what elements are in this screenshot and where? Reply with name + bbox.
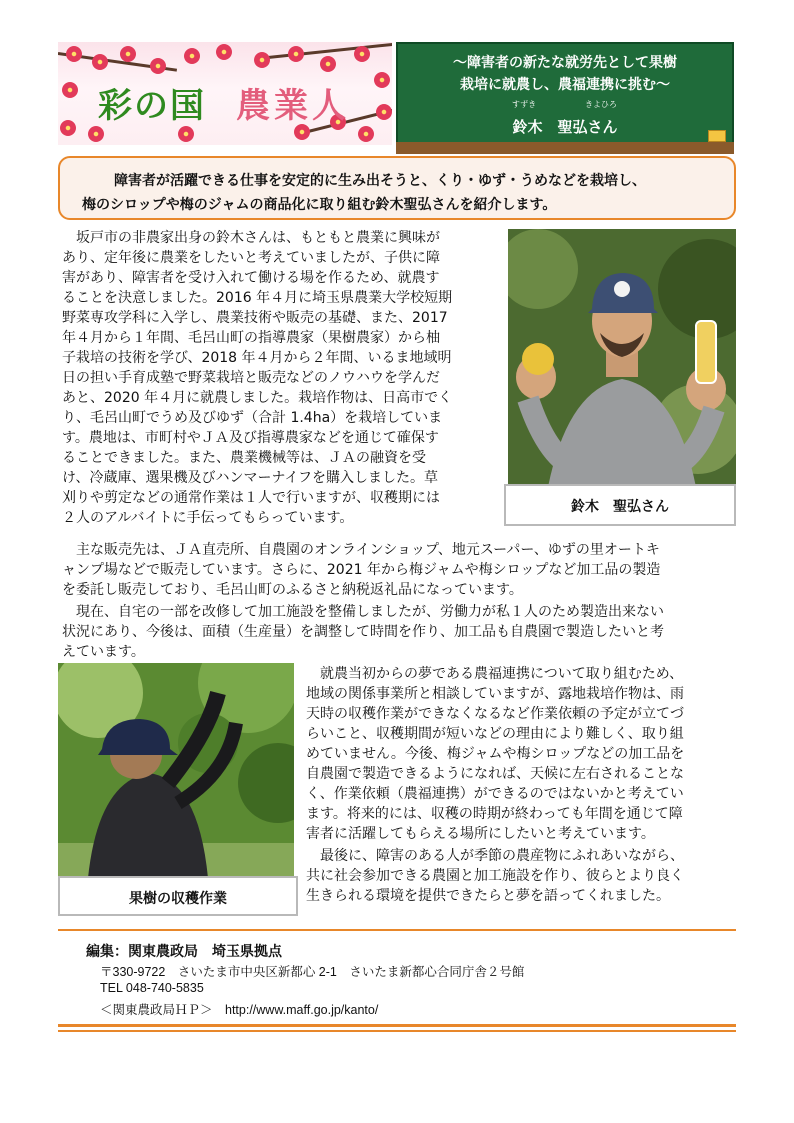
harvest-caption: 果樹の収穫作業 [129,891,227,907]
paragraph-line: ます。将来的には、収穫の時期が終わっても年間を通じて障 [306,806,683,822]
plum-blossom-icon [288,46,304,62]
paragraph-line: らいこと、収穫期間が短いなどの理由により難しく、取り組 [306,726,684,742]
intro-line-1: 障害者が活躍できる仕事を安定的に生み出そうと、くり・ゆず・うめなどを栽培し、 [114,173,646,189]
paragraph-line: えています。 [62,644,145,660]
plum-blossom-icon [92,54,108,70]
portrait-caption-box [504,484,736,526]
featured-farmer-name: 鈴木 聖弘さん [512,118,618,136]
paragraph-line: 野菜専攻学科に入学し、農業技術や販売の基礎、また、2017 [62,310,448,326]
paragraph-line: 害があり、障害者を受け入れて働ける場を作るため、就農す [62,270,440,286]
paragraph-line: 害者に活躍してもらえる場所にしたいと考えています。 [306,826,655,842]
harvest-caption-box [58,876,298,916]
paragraph-line: 地域の関係事業所と相談していますが、露地栽培作物は、雨 [306,686,684,702]
harvest-work-photo [58,663,294,878]
plum-blossom-icon [376,104,392,120]
footer-editor: 編集：関東農政局 埼玉県拠点 [86,944,282,960]
plum-blossom-icon [60,120,76,136]
plum-blossom-icon [120,46,136,62]
series-title-accent: 農業人 [236,86,350,126]
paragraph-line: 自農園で製造できるようになれば、天候に左右されることな [306,766,684,782]
headline-line-2: 栽培に就農し、農福連携に挑む～ [460,77,670,93]
plum-blossom-icon [184,48,200,64]
paragraph-line: ャンプ場などで販売しています。さらに、2021 年から梅ジャムや梅シロップなど加工品の製造 [62,562,661,578]
plum-blossom-icon [358,126,374,142]
paragraph-line: 最後に、障害のある人が季節の農産物にふれあいながら、 [306,848,684,864]
portrait-caption: 鈴木 聖弘さん [571,499,669,515]
footer-rule-bottom-2 [58,1030,736,1032]
paragraph-line: ることを決意しました。2016 年４月に埼玉県農業大学校短期 [62,290,453,306]
paragraph-line: 共に社会参加できる農園と加工施設を作り、彼らとより良く [306,868,684,884]
plum-blossom-icon [66,46,82,62]
paragraph-line: 現在、自宅の一部を改修して加工施設を整備しましたが、労働力が私１人のため製造出来ない [62,604,664,620]
footer-homepage-link[interactable]: ＜関東農政局ＨＰ＞ http://www.maff.go.jp/kanto/ [100,1003,379,1017]
farmer-portrait-photo [508,229,736,487]
paragraph-line: 坂戸市の非農家出身の鈴木さんは、もともと農業に興味が [62,230,440,246]
board-ledge [396,142,734,154]
name-ruby-given: きよひろ [585,100,617,109]
plum-blossom-icon [178,126,194,142]
paragraph-line: 刈りや剪定などの通常作業は１人で行いますが、収穫期には [62,490,440,506]
intro-line-2: 梅のシロップや梅のジャムの商品化に取り組む鈴木聖弘さんを紹介します。 [82,197,557,213]
headline-line-1: ～障害者の新たな就労先として果樹 [453,55,677,71]
paragraph-line: す。農地は、市町村やＪＡ及び指導農家などを通じて確保す [62,430,439,446]
footer-rule-top [58,929,736,931]
paragraph-line: を委託し販売しており、毛呂山町のふるさと納税返礼品になっています。 [62,582,523,598]
paragraph-line: 天時の収穫作業ができなくなるなど作業依頼の予定が立てづ [306,706,684,722]
harvest-illustration [58,663,294,878]
plum-blossom-icon [216,44,232,60]
paragraph-line: 年４月から１年間、毛呂山町の指導農家（果樹農家）から柚 [62,330,440,346]
paragraph-line: あり、定年後に農業をしたいと考えていましたが、子供に障 [62,250,440,266]
headline-board [396,42,734,150]
intro-box [58,156,736,220]
plum-blossom-icon [62,82,78,98]
paragraph-line: あと、2020 年４月に就農しました。栽培作物は、日高市でく [62,390,453,406]
footer-rule-bottom-1 [58,1024,736,1027]
paragraph-line: け、冷蔵庫、選果機及びハンマーナイフを購入しました。草 [62,470,439,486]
plum-blossom-icon [88,126,104,142]
paragraph-line: 就農当初からの夢である農福連携について取り組むため、 [306,666,684,682]
paragraph-line: 子栽培の技術を学び、2018 年４月から２年間、いるま地域明 [62,350,452,366]
plum-blossom-icon [374,72,390,88]
paragraph-line: 日の担い手育成塾で野菜栽培と販売などのノウハウを学んだ [62,370,440,386]
paragraph-line: めていません。今後、梅ジャムや梅シロップなどの加工品を [306,746,685,762]
name-ruby-surname: すずき [512,100,537,109]
plum-blossom-icon [254,52,270,68]
paragraph-line: ２人のアルバイトに手伝ってもらっています。 [62,510,354,526]
paragraph-line: ることできました。また、農業機械等は、ＪＡの融資を受 [62,450,426,466]
footer-address: 〒330-9722 さいたま市中央区新都心 2-1 さいたま新都心合同庁舎２号館 [100,965,525,979]
paragraph-line: 生きられる環境を提供できたらと夢を語ってくれました。 [306,888,670,904]
header-banner [58,42,392,145]
chalk-icon [708,130,726,142]
portrait-illustration [508,229,736,487]
plum-blossom-icon [354,46,370,62]
plum-blossom-icon [320,56,336,72]
paragraph-line: 状況にあり、今後は、面積（生産量）を調整して時間を作り、加工品も自農園で製造したいと考 [62,624,664,640]
plum-blossom-icon [150,58,166,74]
footer-tel: TEL 048-740-5835 [100,981,204,995]
paragraph-line: 主な販売先は、ＪＡ直売所、自農園のオンラインショップ、地元スーパー、ゆずの里オートキ [62,542,660,558]
paragraph-line: り、毛呂山町でうめ及びゆず（合計 1.4ha）を栽培していま [62,410,443,426]
series-title-main: 彩の国 [98,86,206,126]
paragraph-line: く、作業依頼（農福連携）ができるのではないかと考えてい [306,786,684,802]
